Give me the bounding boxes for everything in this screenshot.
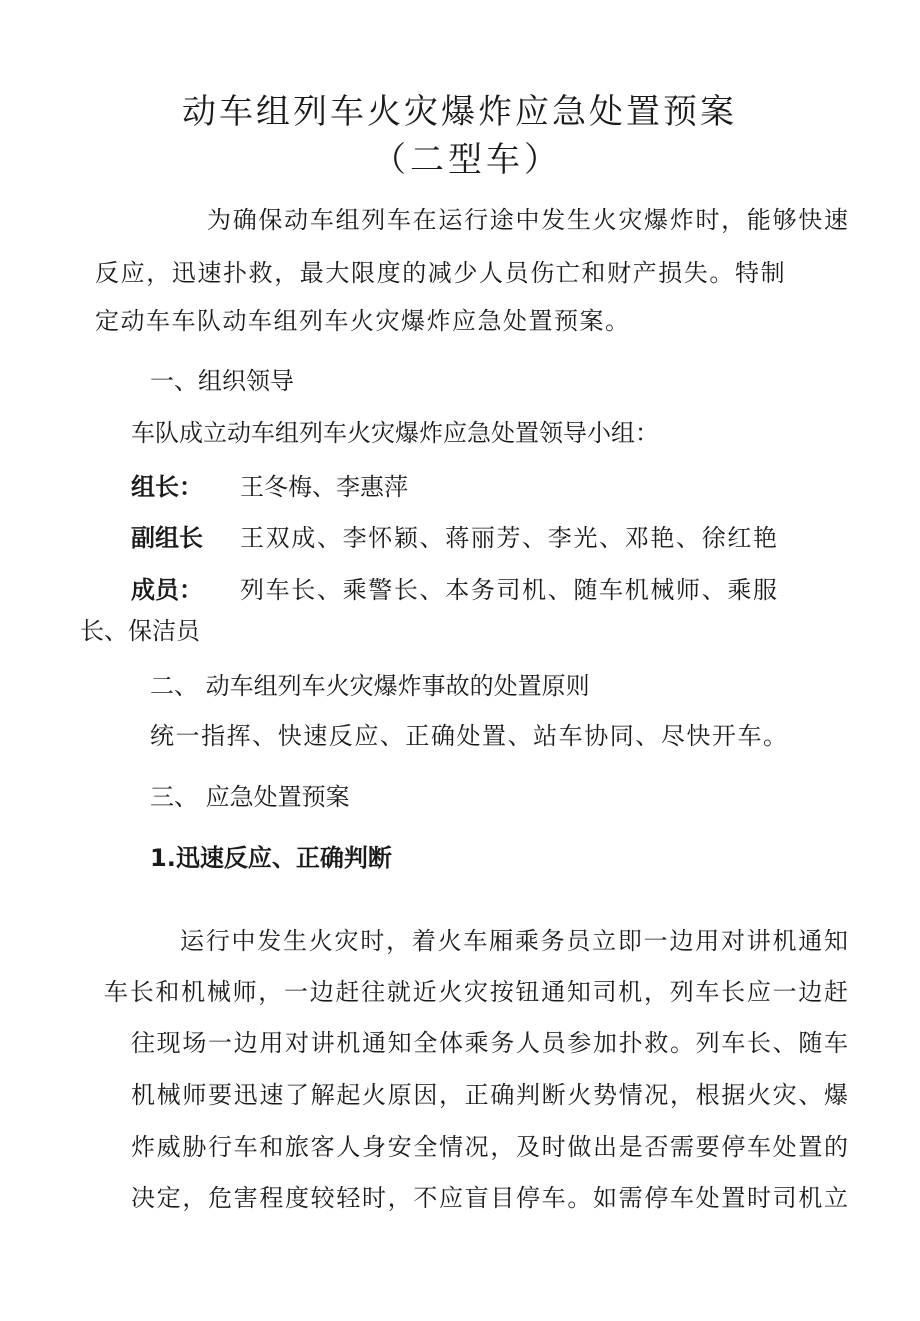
deputy-names: 王双成、李怀颖、蒋丽芳、李光、邓艳、徐红艳 — [240, 524, 777, 552]
intro-line-3: 定动车车队动车组列车火灾爆炸应急处置预案。 — [95, 307, 631, 335]
leader-names: 王冬梅、李惠萍 — [240, 473, 408, 501]
para-line-3: 往现场一边用对讲机通知全体乘务人员参加扑救。列车长、随车 — [131, 1029, 848, 1057]
para-line-6: 决定，危害程度较轻时，不应盲目停车。如需停车处置时司机立 — [131, 1184, 848, 1212]
intro-line-1: 为确保动车组列车在运行途中发生火灾爆炸时，能够快速 — [207, 206, 848, 234]
intro-line-2: 反应，迅速扑救，最大限度的减少人员伤亡和财产损失。特制 — [95, 259, 787, 287]
leader-label: 组长： — [131, 473, 203, 501]
section2-body: 统一指挥、快速反应、正确处置、站车协同、尽快开车。 — [150, 722, 787, 750]
para-line-4: 机械师要迅速了解起火原因，正确判断火势情况，根据火灾、爆 — [131, 1081, 848, 1109]
para-line-5: 炸威胁行车和旅客人身安全情况，及时做出是否需要停车处置的 — [131, 1133, 848, 1161]
document-title: 动车组列车火灾爆炸应急处置预案 — [182, 92, 737, 132]
section3-heading: 三、 应急处置预案 — [150, 783, 350, 811]
members-label: 成员： — [131, 576, 203, 604]
document-subtitle: （二型车） — [372, 140, 562, 180]
section1-heading: 一、组织领导 — [150, 367, 294, 395]
para-line-1: 运行中发生火灾时，着火车厢乘务员立即一边用对讲机通知 — [180, 927, 848, 955]
members-names: 列车长、乘警长、本务司机、随车机械师、乘服 — [240, 576, 777, 604]
members-continued: 长、保洁员 — [80, 617, 200, 645]
section2-heading: 二、 动车组列车火灾爆炸事故的处置原则 — [150, 672, 590, 700]
para-line-2: 车长和机械师，一边赶往就近火灾按钮通知司机，列车长应一边赶 — [104, 978, 848, 1006]
section3-subheading: 1.迅速反应、正确判断 — [150, 844, 392, 872]
deputy-label: 副组长 — [131, 524, 203, 552]
section1-intro: 车队成立动车组列车火灾爆炸应急处置领导小组： — [131, 419, 659, 447]
